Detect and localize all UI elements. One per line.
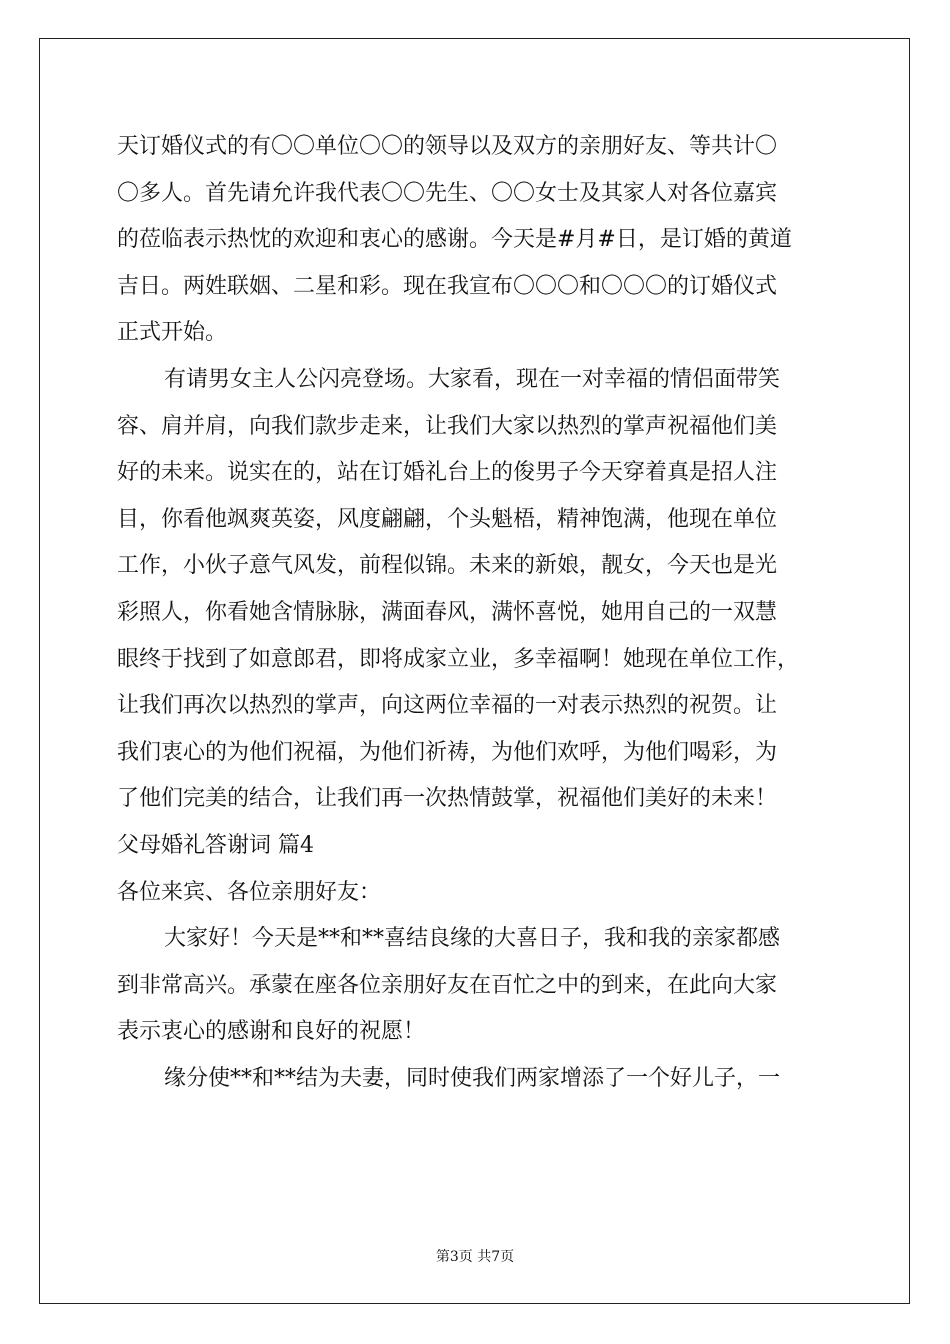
- paragraph-start-line: 有请男女主人公闪亮登场。大家看，现在一对幸福的情侣面带笑: [164, 366, 781, 392]
- text-line: 正式开始。: [117, 320, 228, 346]
- salutation-line: 各位来宾、各位亲朋好友：: [117, 879, 382, 905]
- text-line: 容、肩并肩，向我们款步走来，让我们大家以热烈的掌声祝福他们美: [117, 413, 778, 439]
- text-line: 到非常高兴。承蒙在座各位亲朋好友在百忙之中的到来，在此向大家: [117, 972, 778, 998]
- text-line: 目，你看他飒爽英姿，风度翩翩，个头魁梧，精神饱满，他现在单位: [117, 506, 778, 532]
- text-line: 天订婚仪式的有〇〇单位〇〇的领导以及双方的亲朋好友、等共计〇: [117, 134, 778, 159]
- text-line: 〇多人。首先请允许我代表〇〇先生、〇〇女士及其家人对各位嘉宾: [117, 180, 778, 206]
- paragraph-start-line: 大家好！今天是**和**喜结良缘的大喜日子，我和我的亲家都感: [164, 926, 781, 952]
- text-line: 眼终于找到了如意郎君，即将成家立业，多幸福啊！她现在单位工作，: [117, 646, 800, 672]
- text-line: 让我们再次以热烈的掌声，向这两位幸福的一对表示热烈的祝贺。让: [117, 693, 778, 719]
- section-heading: 父母婚礼答谢词 篇4: [117, 832, 314, 858]
- text-line: 工作，小伙子意气风发，前程似锦。未来的新娘，靓女，今天也是光: [117, 553, 778, 579]
- text-line: 的莅临表示热忱的欢迎和衷心的感谢。今天是#月#日，是订婚的黄道: [117, 227, 792, 253]
- page-number-footer: 第3页 共7页: [435, 1249, 515, 1265]
- text-line: 吉日。两姓联姻、二星和彩。现在我宣布〇〇〇和〇〇〇的订婚仪式: [117, 273, 778, 299]
- text-line: 好的未来。说实在的，站在订婚礼台上的俊男子今天穿着真是招人注: [117, 460, 778, 486]
- text-line: 我们衷心的为他们祝福，为他们祈祷，为他们欢呼，为他们喝彩，为: [117, 739, 778, 765]
- paragraph-start-line: 缘分使**和**结为夫妻，同时使我们两家增添了一个好儿子，一: [164, 1065, 781, 1091]
- document-body: [117, 124, 837, 1102]
- text-line: 了他们完美的结合，让我们再一次热情鼓掌，祝福他们美好的未来！: [117, 786, 778, 812]
- text-line: 表示衷心的感谢和良好的祝愿！: [117, 1019, 426, 1045]
- text-line: 彩照人，你看她含情脉脉，满面春风，满怀喜悦，她用自己的一双慧: [117, 599, 778, 625]
